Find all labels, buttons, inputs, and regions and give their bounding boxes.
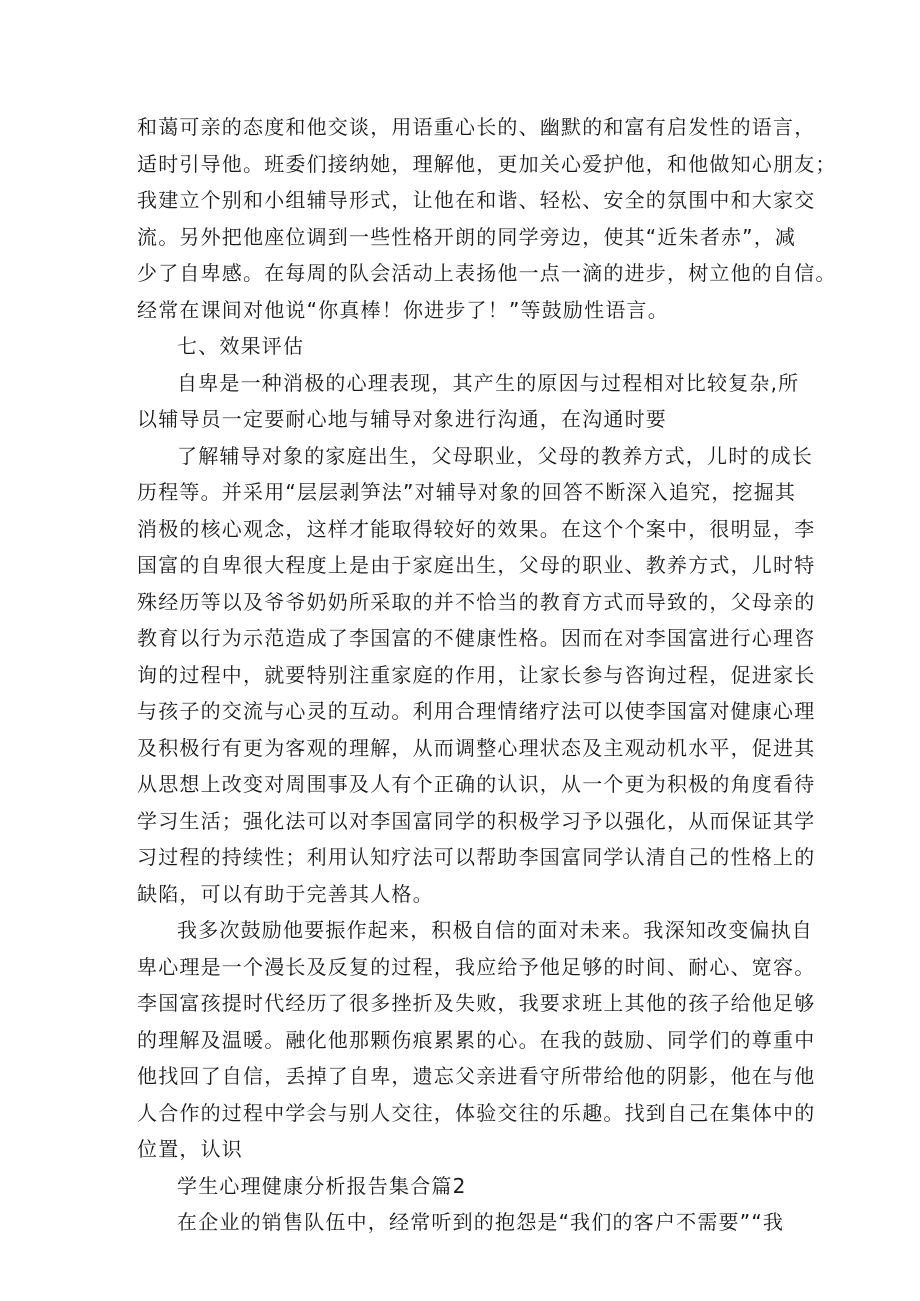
text-line: 李国富孩提时代经历了很多挫折及失败，我要求班上其他的孩子给他足够 — [137, 991, 816, 1015]
text-line: 经常在课间对他说“你真棒！你进步了！”等鼓励性语言。 — [137, 297, 669, 322]
text-line: 七、效果评估 — [177, 334, 305, 358]
text-line: 了解辅导对象的家庭出生，父母职业，父母的教养方式，儿时的成长 — [177, 443, 813, 468]
text-line: 以辅导员一定要耐心地与辅导对象进行沟通，在沟通时要 — [137, 407, 667, 431]
text-line: 少了自卑感。在每周的队会活动上表扬他一点一滴的进步，树立他的自信。 — [137, 261, 837, 285]
text-line: 从思想上改变对周围事及人有个正确的认识，从一个更为积极的角度看待 — [137, 772, 816, 796]
text-line: 学生心理健康分析报告集合篇2 — [177, 1173, 467, 1198]
text-line: 教育以行为示范造成了李国富的不健康性格。因而在对李国富进行心理咨 — [137, 626, 816, 650]
text-line: 在企业的销售队伍中，经常听到的抱怨是“我们的客户不需要”“我 — [177, 1210, 785, 1234]
text-line: 历程等。并采用“层层剥笋法”对辅导对象的回答不断深入追究，挖掘其 — [137, 480, 797, 504]
text-line: 卑心理是一个漫长及反复的过程，我应给予他足够的时间、耐心、宽容。 — [137, 954, 816, 979]
text-line: 适时引导他。班委们接纳她，理解他，更加关心爱护他，和他做知心朋友； — [137, 151, 837, 176]
text-line: 询的过程中，就要特别注重家庭的作用，让家长参与咨询过程，促进家长 — [137, 662, 816, 687]
text-line: 自卑是一种消极的心理表现，其产生的原因与过程相对比较复杂,所 — [177, 370, 800, 395]
text-line: 与孩子的交流与心灵的互动。利用合理情绪疗法可以使李国富对健康心理 — [137, 699, 816, 723]
text-line: 殊经历等以及爷爷奶奶所采取的并不恰当的教育方式而导致的，父母亲的 — [137, 589, 816, 614]
text-line: 和蔼可亲的态度和他交谈，用语重心长的、幽默的和富有启发性的语言， — [137, 115, 816, 139]
text-line: 的理解及温暖。融化他那颗伤痕累累的心。在我的鼓励、同学们的尊重中 — [137, 1027, 816, 1052]
text-line: 习过程的持续性；利用认知疗法可以帮助李国富同学认清自己的性格上的 — [137, 845, 816, 869]
text-line: 我建立个别和小组辅导形式，让他在和谐、轻松、安全的氛围中和大家交 — [137, 188, 816, 212]
text-line: 位置，认识 — [137, 1137, 243, 1161]
text-line: 学习生活；强化法可以对李国富同学的积极学习予以强化，从而保证其学 — [137, 808, 816, 833]
text-line: 我多次鼓励他要振作起来，积极自信的面对未来。我深知改变偏执自 — [177, 918, 813, 942]
text-line: 及积极行有更为客观的理解，从而调整心理状态及主观动机水平，促进其 — [137, 735, 816, 760]
text-line: 国富的自卑很大程度上是由于家庭出生，父母的职业、教养方式，儿时特 — [137, 553, 816, 577]
text-line: 他找回了自信，丢掉了自卑，遗忘父亲进看守所带给他的阴影，他在与他 — [137, 1064, 816, 1088]
text-line: 缺陷，可以有助于完善其人格。 — [137, 881, 434, 906]
text-line: 消极的核心观念，这样才能取得较好的效果。在这个个案中，很明显，李 — [137, 516, 816, 541]
document-body — [137, 109, 837, 1241]
text-line: 流。另外把他座位调到一些性格开朗的同学旁边，使其“近朱者赤”，减 — [137, 224, 797, 249]
text-line: 人合作的过程中学会与别人交往，体验交往的乐趣。找到自己在集体中的 — [137, 1100, 816, 1125]
